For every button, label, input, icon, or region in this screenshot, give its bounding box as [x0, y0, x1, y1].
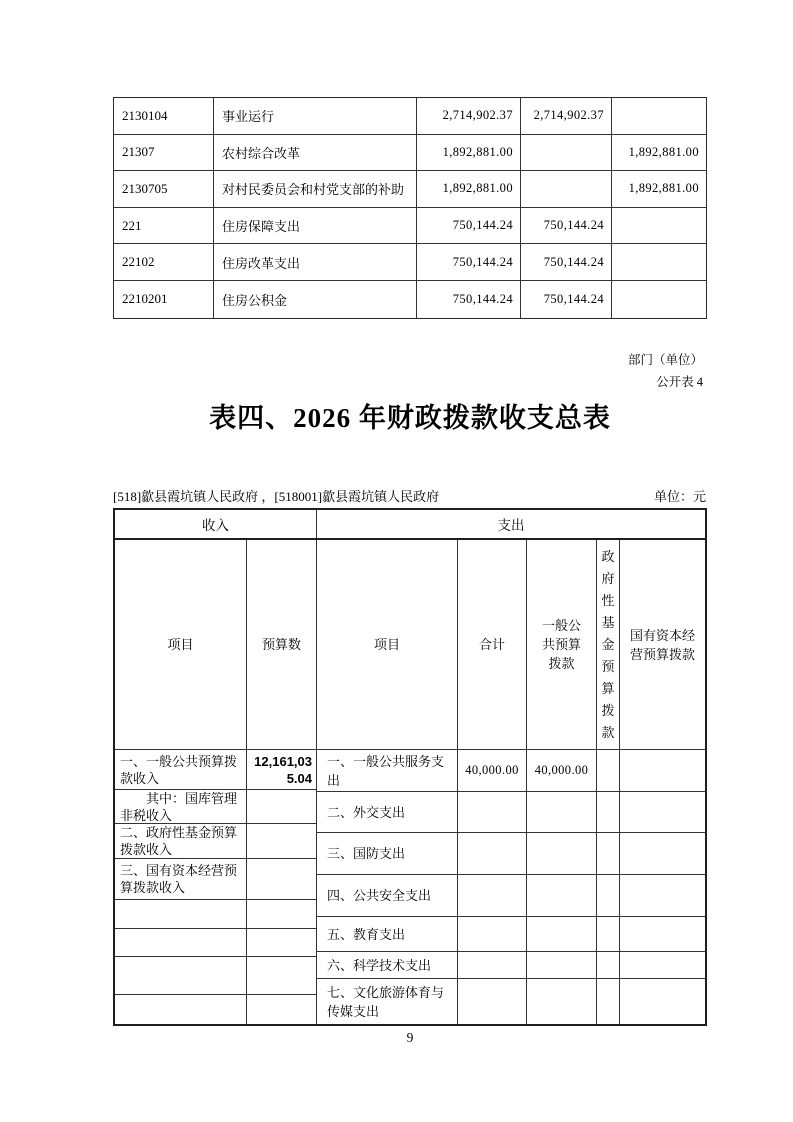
expenditure-gov-fund-cell [597, 792, 620, 832]
general-public-budget-header-cell: 一般公共预算拨款 [527, 540, 597, 749]
budget-item-name-cell: 事业运行 [214, 98, 417, 134]
general-budget-amount-cell: 750,144.24 [521, 244, 612, 280]
expenditure-gov-fund-cell [597, 875, 620, 916]
expenditure-row [317, 792, 705, 833]
income-item-cell [115, 995, 247, 1024]
budget-item-name-cell: 对村民委员会和村党支部的补助 [214, 171, 417, 207]
expenditure-general-budget-cell [527, 979, 597, 1024]
income-section [115, 750, 317, 1024]
table-row [114, 98, 706, 135]
general-budget-amount-cell [521, 171, 612, 207]
expenditure-state-capital-cell [620, 979, 705, 1024]
expenditure-row [317, 917, 705, 952]
expenditure-item-cell: 三、国防支出 [317, 833, 458, 874]
expenditure-state-capital-cell [620, 833, 705, 874]
expenditure-general-budget-cell [527, 917, 597, 951]
table-row [114, 281, 706, 318]
budget-item-name-cell: 农村综合改革 [214, 135, 417, 171]
gov-fund-amount-cell: 1,892,881.00 [628, 144, 699, 159]
expenditure-total-cell [458, 833, 527, 874]
total-header-cell: 合计 [458, 540, 527, 749]
summary-header-row-2 [115, 540, 705, 750]
income-row [115, 859, 316, 900]
budget-code-cell: 2130104 [114, 98, 214, 134]
total-amount-cell: 750,144.24 [417, 208, 521, 244]
total-amount-cell: 1,892,881.00 [417, 135, 521, 171]
expenditure-row [317, 875, 705, 917]
expenditure-item-header-cell: 项目 [317, 540, 458, 749]
income-amount-cell [247, 859, 316, 899]
expenditure-total-cell [458, 875, 527, 916]
top-budget-table [113, 97, 707, 319]
income-row [115, 750, 316, 790]
income-row [115, 900, 316, 929]
income-row [115, 995, 316, 1024]
state-capital-budget-header-cell: 国有资本经营预算拨款 [629, 627, 695, 662]
income-header-cell: 收入 [115, 510, 317, 538]
expenditure-total-cell [458, 792, 527, 832]
gov-fund-amount-cell: 1,892,881.00 [628, 181, 699, 196]
corner-note [628, 349, 703, 393]
budget-amount-header-cell: 预算数 [247, 540, 317, 749]
page-number: 9 [406, 1030, 414, 1045]
expenditure-general-budget-cell [527, 833, 597, 874]
budget-item-name-cell: 住房保障支出 [214, 208, 417, 244]
expenditure-row [317, 952, 705, 979]
budget-code-cell: 21307 [114, 135, 214, 171]
expenditure-gov-fund-cell [597, 952, 620, 978]
expenditure-item-cell: 五、教育支出 [317, 917, 458, 951]
income-item-cell [115, 957, 247, 994]
general-budget-amount-cell: 750,144.24 [521, 208, 612, 244]
expenditure-total-cell [458, 979, 527, 1024]
expenditure-gov-fund-cell [597, 750, 620, 791]
expenditure-row [317, 833, 705, 875]
income-row [115, 824, 316, 859]
income-amount-cell [247, 824, 316, 858]
page-title: 表四、2026 年财政拨款收支总表 [209, 403, 611, 433]
gov-fund-amount-cell [612, 98, 706, 134]
budget-code-cell: 22102 [114, 244, 214, 280]
expenditure-row [317, 750, 705, 792]
income-amount-cell [247, 790, 316, 823]
expenditure-state-capital-cell [620, 917, 705, 951]
income-item-cell: 其中：国库管理非税收入 [115, 790, 247, 823]
unit-label: 单位：元 [653, 489, 706, 504]
subtitle-row [113, 486, 706, 505]
expenditure-state-capital-cell [620, 952, 705, 978]
gov-fund-budget-header-cell [597, 540, 620, 749]
gov-fund-vertical-label: 政府性基金预算拨款 [601, 548, 615, 740]
expenditure-item-cell: 六、科学技术支出 [317, 952, 458, 978]
income-amount-cell: 12,161,035.04 [254, 753, 312, 786]
table-row [114, 135, 706, 172]
public-table-number: 公开表 4 [656, 375, 703, 389]
income-item-cell: 二、政府性基金预算拨款收入 [115, 824, 247, 858]
summary-table-body [115, 750, 705, 1024]
budget-code-cell: 2210201 [114, 281, 214, 318]
budget-item-name-cell: 住房改革支出 [214, 244, 417, 280]
expenditure-state-capital-cell [620, 875, 705, 916]
expenditure-general-budget-cell [527, 792, 597, 832]
income-amount-cell [247, 995, 316, 1024]
expenditure-total-cell [458, 952, 527, 978]
expenditure-general-budget-cell [527, 875, 597, 916]
gov-fund-amount-cell [612, 244, 706, 280]
expenditure-item-cell: 七、文化旅游体育与传媒支出 [317, 979, 458, 1024]
expenditure-item-cell: 二、外交支出 [317, 792, 458, 832]
total-amount-cell: 1,892,881.00 [417, 171, 521, 207]
income-row [115, 957, 316, 995]
expenditure-gov-fund-cell [597, 917, 620, 951]
expenditure-total-cell: 40,000.00 [458, 750, 527, 791]
table-row [114, 208, 706, 245]
general-budget-amount-cell: 2,714,902.37 [521, 98, 612, 134]
expenditure-gov-fund-cell [597, 833, 620, 874]
expenditure-state-capital-cell [620, 750, 705, 791]
summary-header-row-1 [115, 510, 705, 540]
income-item-cell [115, 900, 247, 928]
department-unit-label: 部门（单位） [627, 353, 703, 367]
expenditure-item-cell: 四、公共安全支出 [317, 875, 458, 916]
expenditure-item-cell: 一、一般公共服务支出 [317, 750, 458, 791]
income-item-cell [115, 929, 247, 956]
expenditure-section [317, 750, 705, 1024]
general-budget-amount-cell: 750,144.24 [521, 281, 612, 318]
organization-label: [518]歙县霞坑镇人民政府 ，[518001]歙县霞坑镇人民政府 [113, 489, 440, 504]
general-budget-amount-cell [521, 135, 612, 171]
income-item-cell: 一、一般公共预算拨款收入 [115, 750, 247, 789]
gov-fund-amount-cell [612, 208, 706, 244]
budget-code-cell: 2130705 [114, 171, 214, 207]
income-row [115, 929, 316, 957]
total-amount-cell: 2,714,902.37 [417, 98, 521, 134]
income-row [115, 790, 316, 824]
expenditure-general-budget-cell [527, 952, 597, 978]
income-item-header-cell: 项目 [115, 540, 247, 749]
expenditure-total-cell [458, 917, 527, 951]
income-amount-cell [247, 929, 316, 956]
income-amount-cell [247, 957, 316, 994]
income-item-cell: 三、国有资本经营预算拨款收入 [115, 859, 247, 899]
budget-item-name-cell: 住房公积金 [214, 281, 417, 318]
table-row [114, 171, 706, 208]
expenditure-header-cell: 支出 [497, 518, 525, 533]
income-amount-cell [247, 900, 316, 928]
expenditure-gov-fund-cell [597, 979, 620, 1024]
gov-fund-amount-cell [612, 281, 706, 318]
expenditure-general-budget-cell: 40,000.00 [527, 750, 597, 791]
expenditure-row [317, 979, 705, 1024]
total-amount-cell: 750,144.24 [417, 281, 521, 318]
expenditure-state-capital-cell [620, 792, 705, 832]
table-row [114, 244, 706, 281]
total-amount-cell: 750,144.24 [417, 244, 521, 280]
budget-summary-table [113, 508, 707, 1026]
budget-code-cell: 221 [114, 208, 214, 244]
